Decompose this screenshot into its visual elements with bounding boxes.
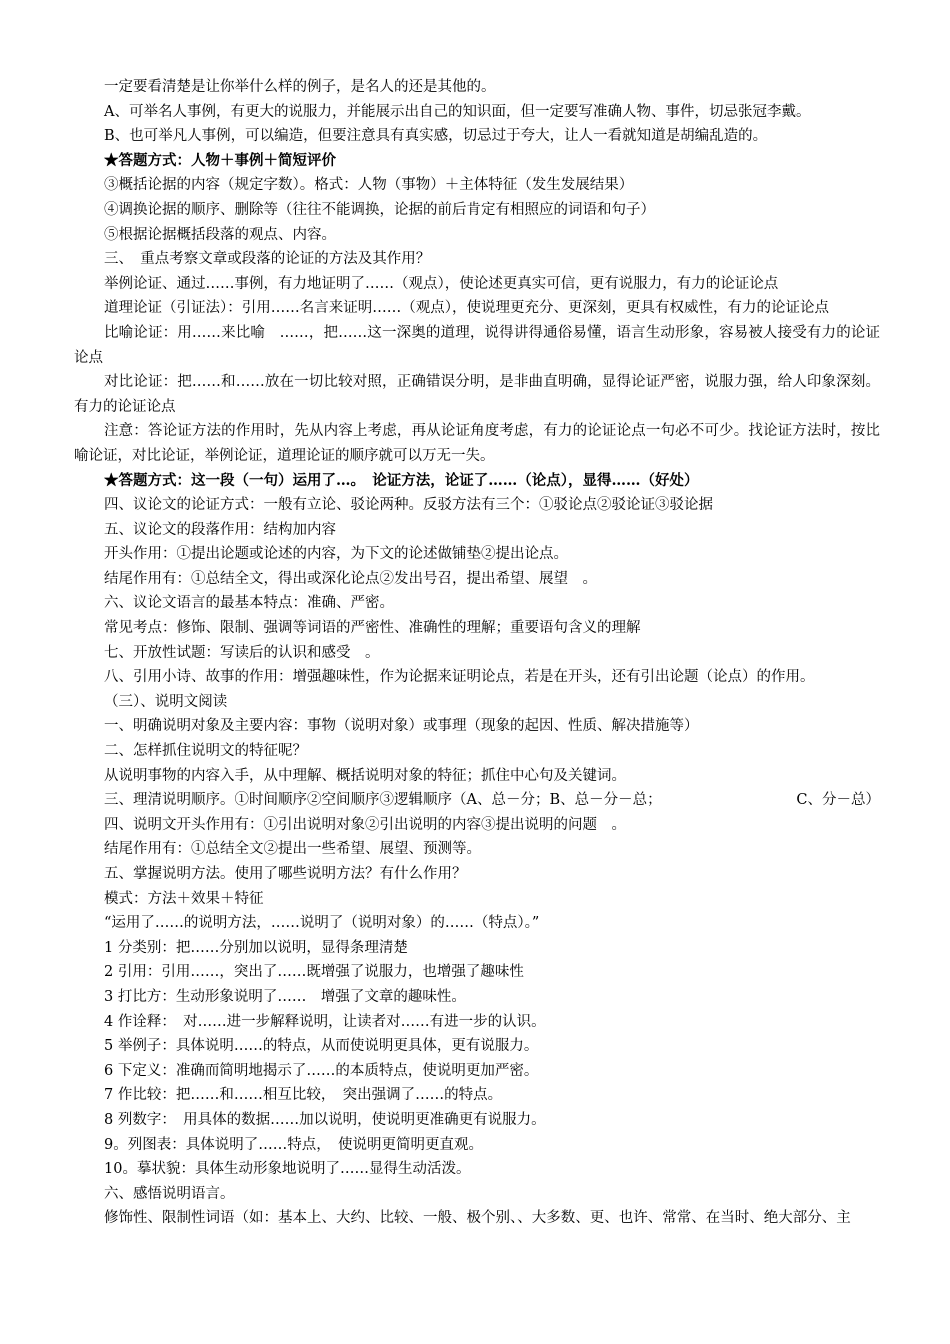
method-item: 7 作比较：把……和……相互比较， 突出强调了……的特点。 <box>104 1087 503 1104</box>
text-line: ④调换论据的顺序、删除等（往往不能调换，论据的前后肯定有相照应的词语和句子） <box>104 201 655 218</box>
order-types-tail: C、分－总） <box>796 792 880 809</box>
text-line: ③概括论据的内容（规定字数）。格式：人物（事物）＋主体特征（发生发展结果） <box>104 177 634 194</box>
document-body <box>74 75 880 1231</box>
answer-format-line: ★答题方式：人物＋事例＋简短评价 <box>104 151 336 169</box>
text-paragraph: 对比论证：把……和……放在一切比较对照，正确错误分明，是非曲直明确，显得论证严密，说服力强，给人印象深刻。有力的论证论点 <box>74 374 880 415</box>
method-item: 8 列数字： 用具体的数据……加以说明，使说明更准确更有说服力。 <box>104 1111 546 1128</box>
section-heading: 五、掌握说明方法。使用了哪些说明方法？有什么作用？ <box>104 866 467 882</box>
text-line: 结尾作用有：①总结全文②提出一些希望、展望、预测等。 <box>104 841 481 858</box>
text-line: 结尾作用有：①总结全文，得出或深化论点②发出号召，提出希望、展望 。 <box>104 570 597 587</box>
text-line: 模式：方法＋效果＋特征 <box>104 890 264 907</box>
text-line: 常见考点：修饰、限制、强调等词语的严密性、准确性的理解；重要语句含义的理解 <box>104 620 641 637</box>
text-line: “运用了……的说明方法，……说明了（说明对象）的……（特点）。” <box>104 915 540 932</box>
section-heading: 一、明确说明对象及主要内容：事物（说明对象）或事理（现象的起因、性质、解决措施等） <box>104 718 699 735</box>
method-item: 6 下定义：准确而简明地揭示了……的本质特点，使说明更加严密。 <box>104 1062 539 1079</box>
method-item: 10。摹状貌：具体生动形象地说明了……显得生动活泼。 <box>104 1161 471 1178</box>
method-item: 1 分类别：把……分别加以说明，显得条理清楚 <box>104 939 408 956</box>
text-line: 一定要看清楚是让你举什么样的例子，是名人的还是其他的。 <box>104 79 496 95</box>
section-heading: 五、议论文的段落作用：结构加内容 <box>104 521 336 538</box>
text-paragraph: 比喻论证：用……来比喻 ……，把……这一深奥的道理，说得讲得通俗易懂，语言生动形象，容易被人接受有力的论证论点 <box>74 324 880 366</box>
text-line: A、可举名人事例，有更大的说服力，并能展示出自己的知识面，但一定要写准确人物、事件，切忌张冠李戴。 <box>104 103 811 120</box>
text-line: B、也可举凡人事例，可以编造，但要注意具有真实感，切忌过于夸大，让人一看就知道是胡编乱造的。 <box>104 128 768 145</box>
method-item: 9。列图表：具体说明了……特点， 使说明更简明更直观。 <box>104 1136 483 1153</box>
order-types: 三、理清说明顺序。①时间顺序②空间顺序③逻辑顺序（A、总－分；B、总－分－总； <box>104 792 662 809</box>
section-heading: 六、议论文语言的最基本特点：准确、严密。 <box>104 595 394 612</box>
answer-format-line: ★答题方式：这一段（一句）运用了…。 论证方法，论证了……（论点），显得……（好处） <box>104 471 699 489</box>
section-heading: 八、引用小诗、故事的作用：增强趣味性，作为论据来证明论点，若是在开头，还有引出论题（论点）的作用。 <box>104 669 815 686</box>
method-item: 4 作诠释： 对……进一步解释说明，让读者对……有进一步的认识。 <box>104 1013 546 1030</box>
text-line: 从说明事物的内容入手，从中理解、概括说明对象的特征；抓住中心句及关键词。 <box>104 767 626 784</box>
method-item: 5 举例子：具体说明……的特点，从而使说明更具体，更有说服力。 <box>104 1038 539 1055</box>
method-item: 3 打比方：生动形象说明了…… 增强了文章的趣味性。 <box>104 988 466 1005</box>
text-paragraph: 道理论证（引证法）：引用……名言来证明……（观点），使说理更充分、更深刻，更具有权威性，有力的论证论点 <box>104 300 829 317</box>
section-heading: 二、怎样抓住说明文的特征呢？ <box>104 743 307 760</box>
section-title: （三）、说明文阅读 <box>104 693 228 710</box>
method-item: 2 引用：引用……，突出了……既增强了说服力，也增强了趣味性 <box>104 964 524 981</box>
text-paragraph: 注意：答论证方法的作用时，先从内容上考虑，再从论证角度考虑，有力的论证论点一句必不可少。找论证方法时，按比喻论证，对比论证，举例论证，道理论证的顺序就可以万无一失。 <box>74 423 880 464</box>
section-heading: 四、说明文开头作用有：①引出说明对象②引出说明的内容③提出说明的问题 。 <box>104 816 626 833</box>
section-heading <box>74 788 880 813</box>
text-line: ⑤根据论据概括段落的观点、内容。 <box>104 226 336 243</box>
section-heading: 四、议论文的论证方式：一般有立论、驳论两种。反驳方法有三个：①驳论点②驳论证③驳论据 <box>104 497 713 514</box>
text-line: 修饰性、限制性词语（如：基本上、大约、比较、一般、极个别、、大多数、更、也许、常常、在当时、绝大部分、主 <box>104 1210 851 1227</box>
section-heading: 三、 重点考察文章或段落的论证的方法及其作用？ <box>104 251 431 268</box>
section-heading: 七、开放性试题：写读后的认识和感受 。 <box>104 644 380 661</box>
text-line: 举例论证、通过……事例，有力地证明了……（观点），使论述更真实可信，更有说服力，有力的论证论点 <box>104 275 779 292</box>
section-heading: 六、感悟说明语言。 <box>104 1185 235 1202</box>
text-line: 开头作用：①提出论题或论述的内容，为下文的论述做铺垫②提出论点。 <box>104 546 568 563</box>
